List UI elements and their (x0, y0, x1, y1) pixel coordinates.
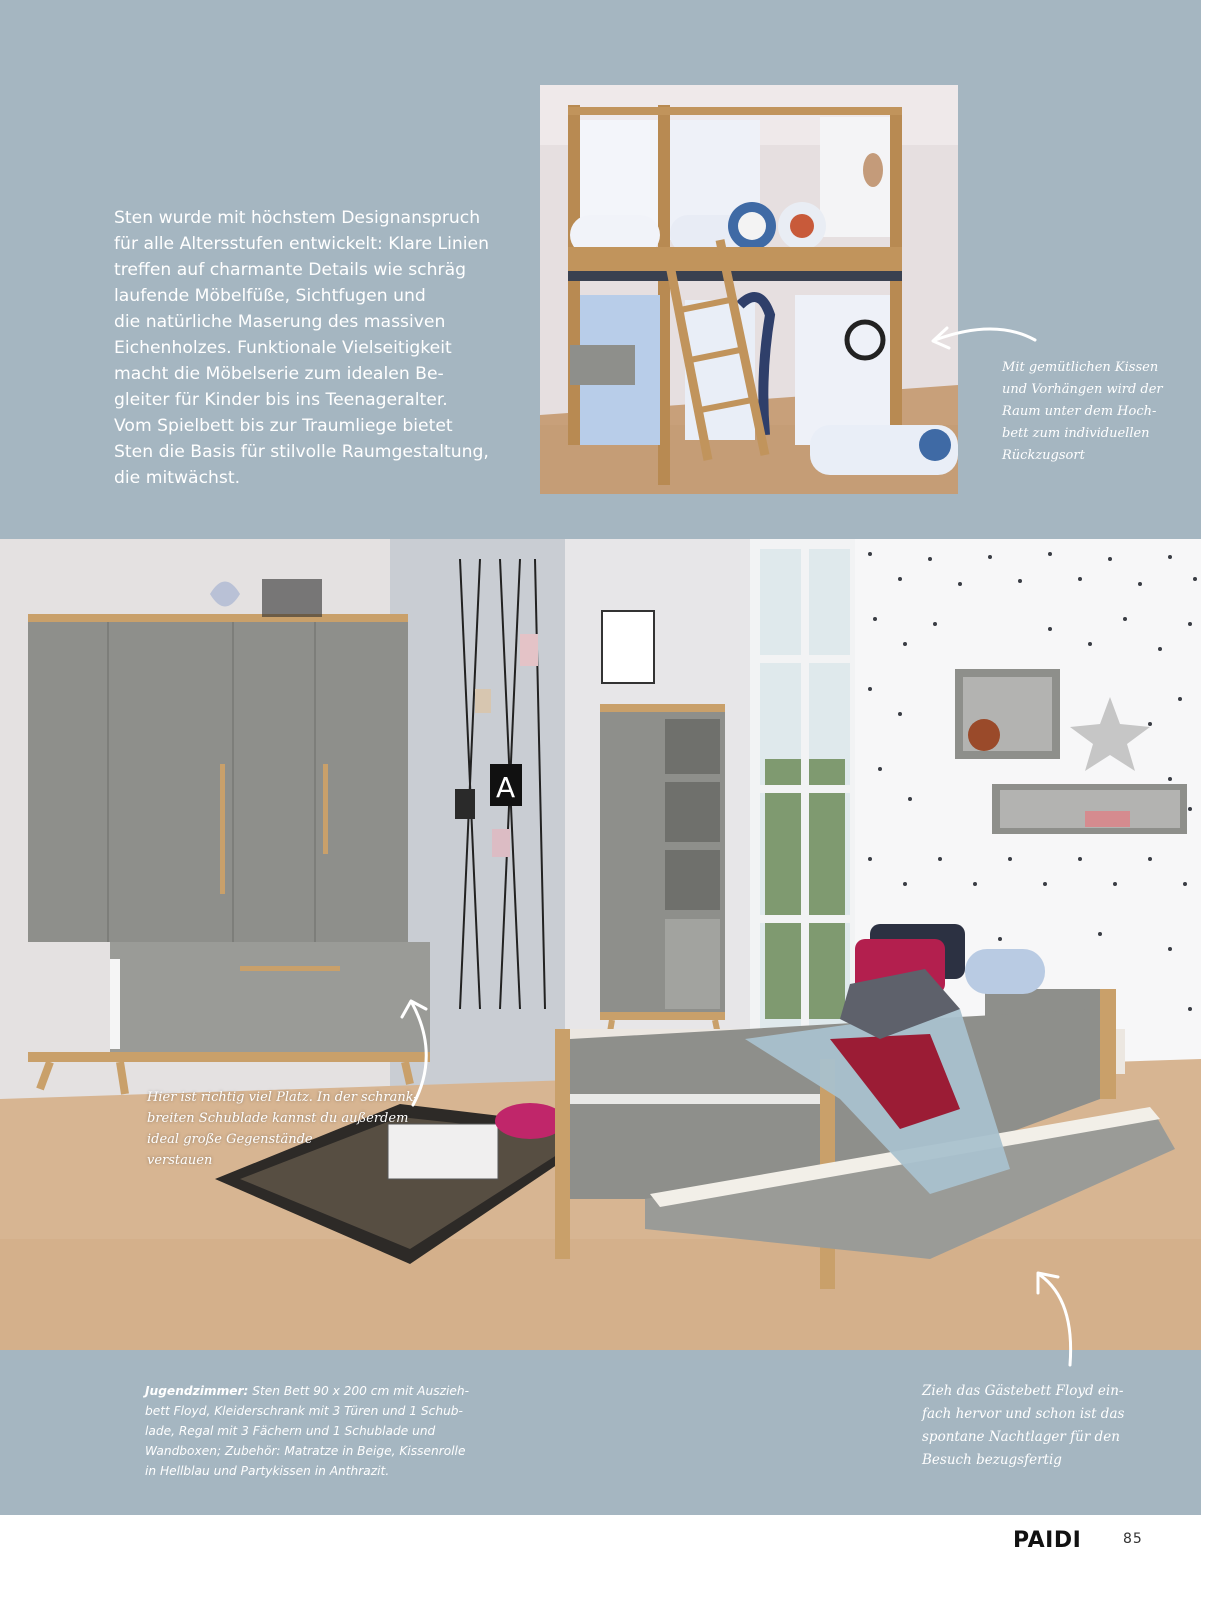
product-caption (145, 1381, 505, 1481)
loft-bed-illustration (540, 85, 958, 494)
teen-room-illustration (0, 539, 1201, 1350)
guest-bed-annotation: Zieh das Gästebett Floyd ein- fach hervor und schon ist das spontane Nachtlager für den Besuch bezugsfertig (922, 1383, 1125, 1468)
svg-text:A: A (496, 771, 516, 804)
loft-bed-photo (540, 85, 958, 494)
loft-bed-annotation: Mit gemütlichen Kissen und Vorhängen wird der Raum unter dem Hoch- bett zum individuellen Rückzugsort (1002, 360, 1163, 463)
curved-arrow-icon (398, 995, 443, 1110)
intro-text: Sten wurde mit höchstem Designanspruch für alle Altersstufen entwickelt: Klare Linien treffen auf charmante Details wie schräg laufende Möbelfüße, Sichtfugen und die natürliche Maserung des massiven Eichenholzes. Funktionale Vielseitigkeit macht die Möbelserie zum idealen Be- gleiter für Kinder bis ins Teenageralter. Vom Spielbett bis zur Traumliege bietet Sten die Basis für stilvolle Raumgestaltung, die mitwächst. (114, 208, 489, 488)
curved-arrow-icon (1030, 1265, 1080, 1370)
caption-body: Sten Bett 90 x 200 cm mit Auszieh- bett Floyd, Kleiderschrank mit 3 Türen und 1 Schub- lade, Regal mit 3 Fächern und 1 Schublade und Wandboxen; Zubehör: Matratze in Beige, Kissenrolle in Hellblau und Partykissen in Anthrazit. (145, 1384, 469, 1478)
wardrobe-annotation: Hier ist richtig viel Platz. In der schrank- breiten Schublade kannst du außerdem ideal große Gegenstände verstauen (147, 1090, 418, 1168)
caption-lead: Jugendzimmer: (145, 1384, 249, 1398)
page-number: 85 (1123, 1531, 1143, 1547)
teen-room-photo (0, 539, 1201, 1350)
intro-paragraph (114, 205, 494, 491)
brand-logo: PAIDI (1013, 1528, 1082, 1553)
curved-arrow-icon (925, 318, 1040, 354)
